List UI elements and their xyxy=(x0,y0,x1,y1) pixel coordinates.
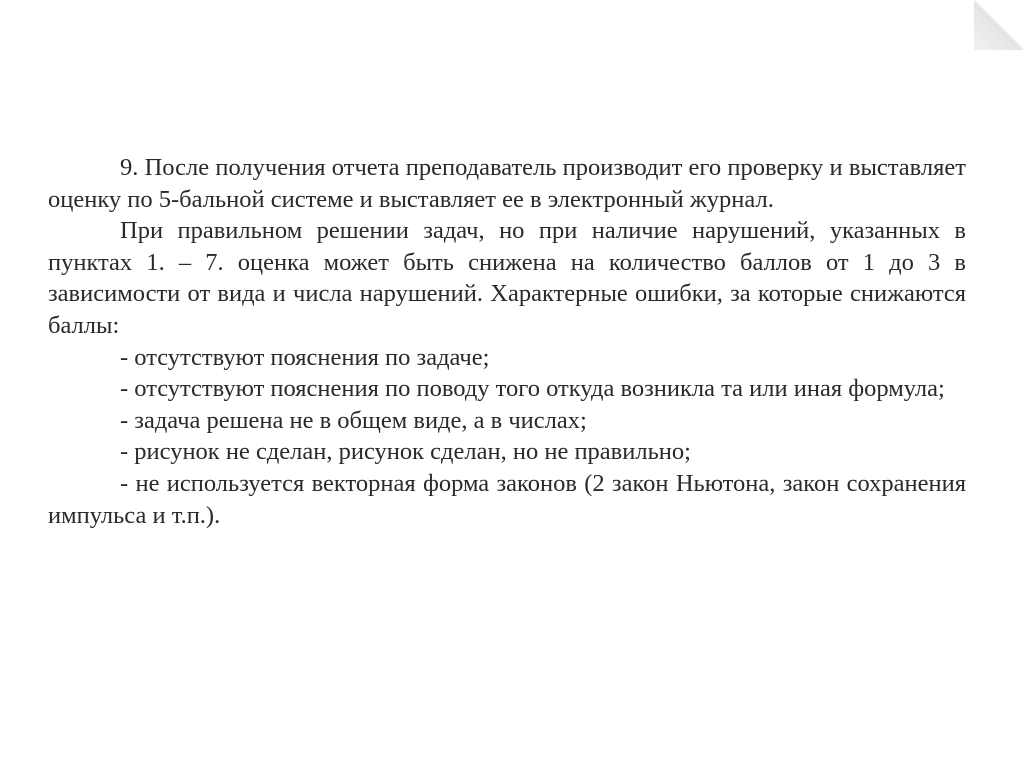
paragraph-grading: 9. После получения отчета преподаватель производит его проверку и выставляет оценку по 5-бальной системе и выставляет ее в электронный журнал. xyxy=(48,154,966,213)
list-item-no-formula-origin: - отсутствуют пояснения по поводу того откуда возникла та или иная формула; xyxy=(120,375,945,403)
document-body xyxy=(48,152,966,531)
list-item-vector-form: - не используется векторная форма законов (2 закон Ньютона, закон сохранения импульса и т.п.). xyxy=(48,469,966,529)
page-corner-fold xyxy=(974,0,1024,50)
paragraph-deductions: При правильном решении задач, но при наличие нарушений, указанных в пунктах 1. – 7. оценка может быть снижена на количество баллов от 1 до 3 в зависимости от вида и числа нарушений. Характерные ошибки, за которые снижаются баллы: xyxy=(48,217,966,339)
list-item-no-explanation: - отсутствуют пояснения по задаче; xyxy=(120,343,490,371)
list-item-drawing: - рисунок не сделан, рисунок сделан, но не правильно; xyxy=(120,438,691,466)
list-item-numeric-solution: - задача решена не в общем виде, а в числах; xyxy=(120,406,587,434)
